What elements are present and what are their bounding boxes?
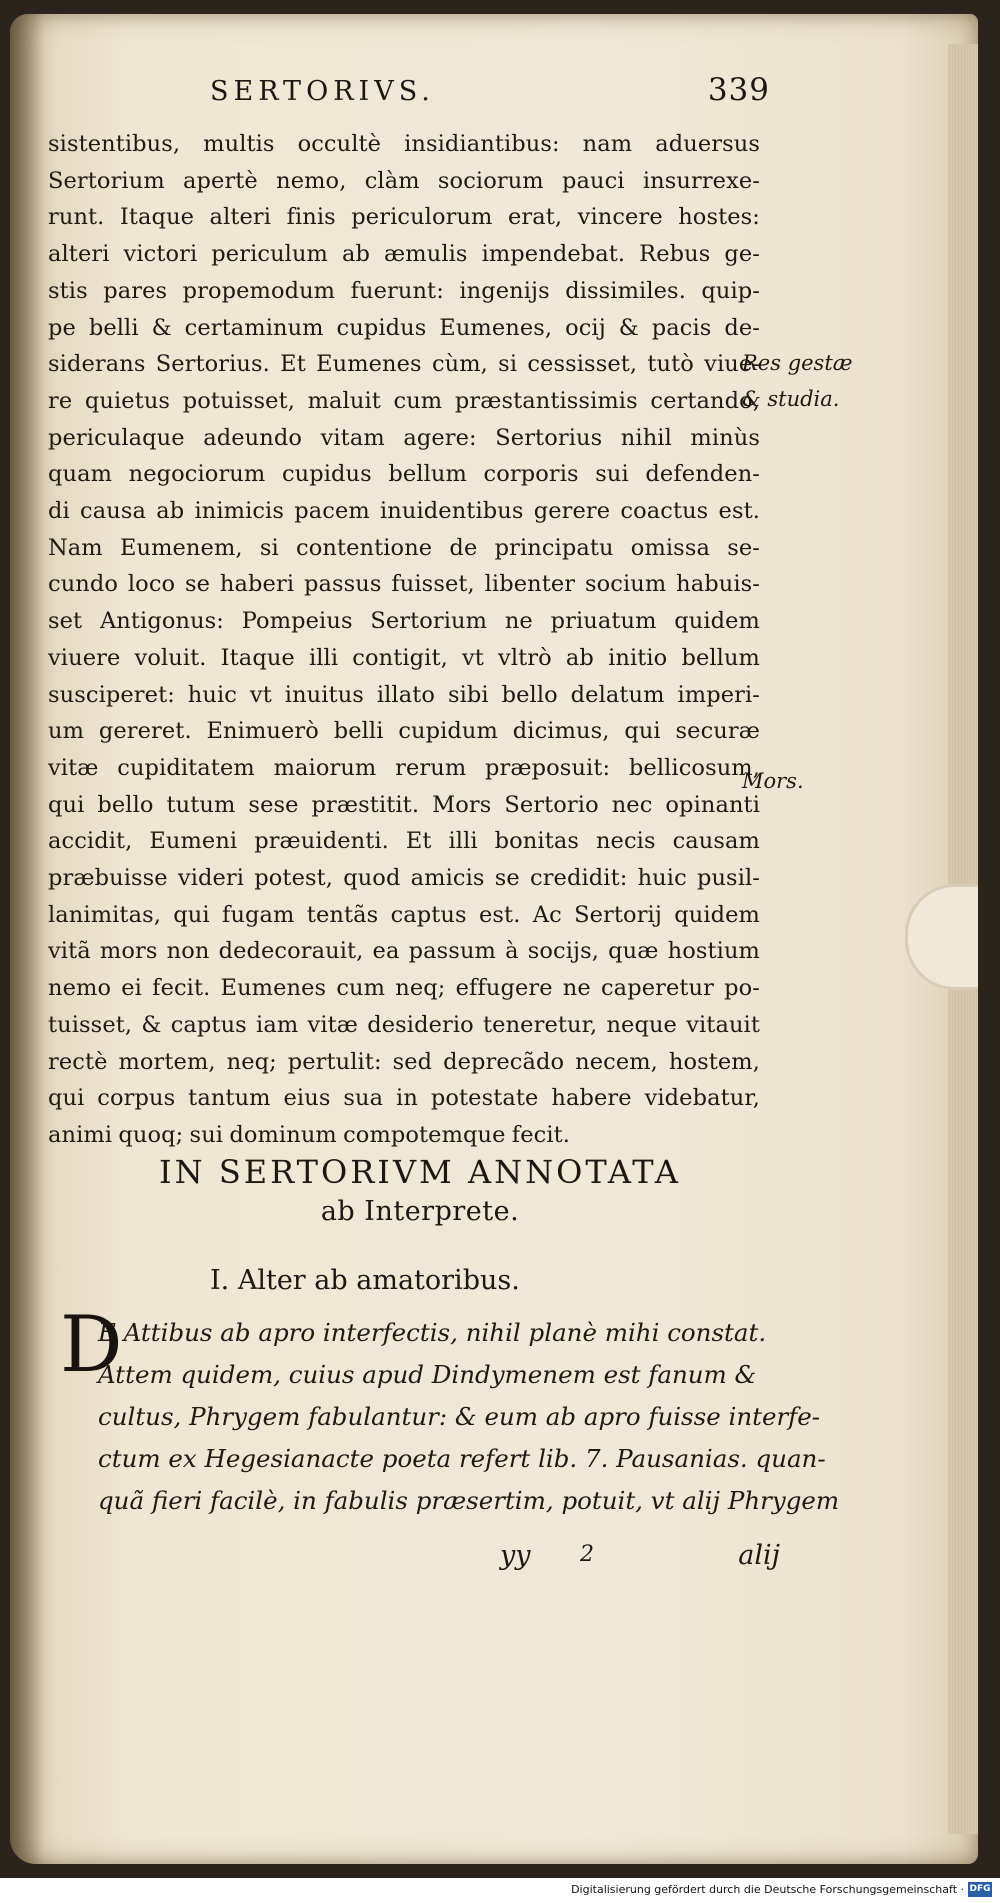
note-heading: I. Alter ab amatoribus. <box>210 1265 520 1296</box>
text-line: Nam Eumenem, si contentione de principatu omissa se- <box>48 534 760 561</box>
text-line: set Antigonus: Pompeius Sertorium ne priuatum quidem <box>48 608 760 635</box>
note-line: Attem quidem, cuius apud Dindymenem est fanum & <box>98 1360 757 1389</box>
margin-note-mors: Mors. <box>742 769 804 793</box>
page-number: 339 <box>707 72 770 108</box>
main-text-block <box>48 126 760 1154</box>
text-line: viuere voluit. Itaque illi contigit, vt vltrò ab initio bellum <box>48 644 760 671</box>
text-line: pe belli & certaminum cupidus Eumenes, ocij & pacis de- <box>48 314 760 341</box>
text-line: periculaque adeundo vitam agere: Sertorius nihil minùs <box>48 424 760 451</box>
text-line: lanimitas, qui fugam tentãs captus est. Ac Sertorij quidem <box>48 901 760 928</box>
margin-note-res-gestae: Res gestæ <box>742 351 853 375</box>
note-line: E Attibus ab apro interfectis, nihil planè mihi constat. <box>98 1318 767 1347</box>
funding-credit: Digitalisierung gefördert durch die Deutsche Forschungsgemeinschaft · <box>571 1883 964 1896</box>
text-line: re quietus potuisset, maluit cum præstantissimis certando, <box>48 387 760 414</box>
text-line: vitã mors non dedecorauit, ea passum à socijs, quæ hostium <box>48 938 760 965</box>
catchword: alij <box>738 1540 780 1571</box>
text-line: qui bello tutum sese præstitit. Mors Sertorio nec opinanti <box>48 791 760 818</box>
note-line: quã fieri facilè, in fabulis præsertim, potuit, vt alij Phrygem <box>98 1486 840 1515</box>
text-line: animi quoq; sui dominum compotemque fecit. <box>48 1121 571 1148</box>
text-line: um gereret. Enimuerò belli cupidum dicimus, qui securæ <box>48 718 760 745</box>
annotations-title: IN SERTORIVM ANNOTATA <box>159 1153 681 1191</box>
note-text-block <box>56 1312 840 1522</box>
credit-bar <box>0 1878 1000 1903</box>
text-line: alteri victori periculum ab æmulis impendebat. Rebus ge- <box>48 241 760 268</box>
text-line: di causa ab inimicis pacem inuidentibus gerere coactus est. <box>48 498 760 525</box>
text-line: præbuisse videri potest, quod amicis se credidit: huic pusil- <box>48 865 760 892</box>
note-line: ctum ex Hegesianacte poeta refert lib. 7. Pausanias. quan- <box>98 1444 826 1473</box>
annotations-subtitle: ab Interprete. <box>320 1196 520 1227</box>
note-line: cultus, Phrygem fabulantur: & eum ab apro fuisse interfe- <box>98 1402 821 1431</box>
text-line: runt. Itaque alteri finis periculorum erat, vincere hostes: <box>48 204 760 231</box>
text-line: sistentibus, multis occultè insidiantibus: nam aduersus <box>48 131 760 157</box>
running-title: SERTORIVS. <box>210 76 435 107</box>
page-tab-marker <box>905 884 978 990</box>
text-line: rectè mortem, neq; pertulit: sed deprecãdo necem, hostem, <box>48 1048 760 1075</box>
text-line: qui corpus tantum eius sua in potestate habere videbatur, <box>48 1085 760 1112</box>
text-line: stis pares propemodum fuerunt: ingenijs dissimiles. quip- <box>48 277 760 304</box>
signature-number: 2 <box>580 1542 594 1567</box>
text-line: vitæ cupiditatem maiorum rerum præposuit: bellicosum, <box>48 754 760 781</box>
text-line: Sertorium apertè nemo, clàm sociorum pauci insurrexe- <box>48 167 760 194</box>
annotations-heading <box>90 1152 750 1232</box>
text-line: quam negociorum cupidus bellum corporis sui defenden- <box>48 461 760 488</box>
signature-mark: yy <box>500 1540 531 1571</box>
page-footer <box>500 1540 780 1580</box>
text-line: cundo loco se haberi passus fuisset, libenter socium habuis- <box>48 571 760 598</box>
running-header <box>210 72 770 116</box>
text-line: siderans Sertorius. Et Eumenes cùm, si cessisset, tutò viue- <box>48 351 760 378</box>
dfg-logo: DFG <box>968 1882 992 1897</box>
text-line: nemo ei fecit. Eumenes cum neq; effugere ne caperetur po- <box>48 975 760 1002</box>
text-line: susciperet: huic vt inuitus illato sibi bello delatum imperi- <box>48 681 760 708</box>
text-line: tuisset, & captus iam vitæ desiderio teneretur, neque vitauit <box>48 1011 760 1038</box>
margin-note-studia: & studia. <box>742 387 840 411</box>
drop-cap: D <box>60 1300 123 1390</box>
text-line: accidit, Eumeni præuidenti. Et illi bonitas necis causam <box>48 828 760 855</box>
